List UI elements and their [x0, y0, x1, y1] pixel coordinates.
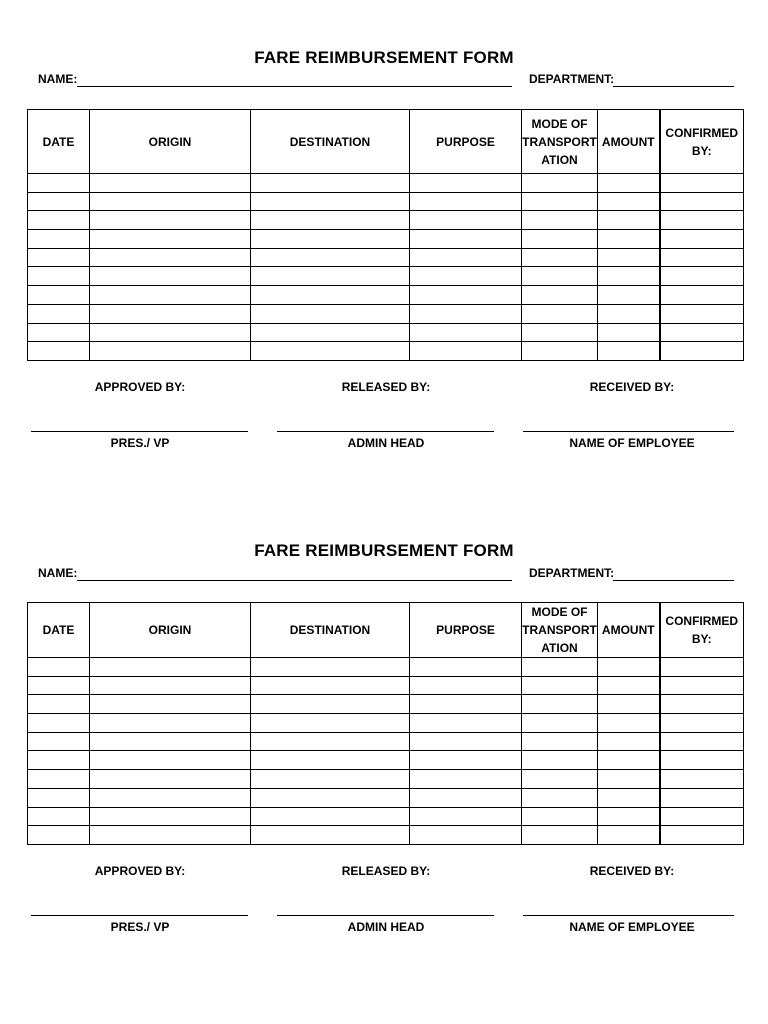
cell-mode-of-transport[interactable]: [522, 267, 598, 286]
cell-amount[interactable]: [598, 323, 660, 342]
cell-purpose[interactable]: [410, 192, 522, 211]
cell-destination[interactable]: [251, 267, 410, 286]
column-header-purpose: PURPOSE: [410, 603, 522, 658]
table-header-row: [28, 603, 744, 658]
cell-mode-of-transport[interactable]: [522, 788, 598, 807]
cell-amount[interactable]: [598, 174, 660, 193]
column-header-purpose: PURPOSE: [410, 110, 522, 174]
cell-confirmed-by[interactable]: [660, 658, 744, 677]
cell-date[interactable]: [28, 342, 90, 361]
cell-amount[interactable]: [598, 676, 660, 695]
table-row: [28, 807, 744, 826]
cell-origin[interactable]: [90, 342, 251, 361]
table-row: [28, 826, 744, 845]
column-header-origin: ORIGIN: [90, 603, 251, 658]
cell-confirmed-by[interactable]: [660, 342, 744, 361]
column-header-destination: DESTINATION: [251, 110, 410, 174]
cell-destination[interactable]: [251, 732, 410, 751]
approved-by-label: APPROVED BY:: [94, 864, 186, 878]
name-field[interactable]: [77, 86, 512, 87]
cell-destination[interactable]: [251, 192, 410, 211]
releaser-title: ADMIN HEAD: [347, 436, 425, 450]
cell-confirmed-by[interactable]: [660, 714, 744, 733]
cell-amount[interactable]: [598, 304, 660, 323]
cell-confirmed-by[interactable]: [660, 770, 744, 789]
table-row: [28, 788, 744, 807]
form-title: FARE REIMBURSEMENT FORM: [254, 541, 514, 560]
column-header-date: DATE: [28, 110, 90, 174]
cell-origin[interactable]: [90, 770, 251, 789]
cell-purpose[interactable]: [410, 751, 522, 770]
cell-origin[interactable]: [90, 714, 251, 733]
cell-date[interactable]: [28, 807, 90, 826]
cell-purpose[interactable]: [410, 695, 522, 714]
cell-amount[interactable]: [598, 342, 660, 361]
cell-confirmed-by[interactable]: [660, 751, 744, 770]
column-header-mode-of-transport: MODE OF TRANSPORT ATION: [522, 110, 598, 174]
cell-destination[interactable]: [251, 248, 410, 267]
cell-origin[interactable]: [90, 732, 251, 751]
cell-purpose[interactable]: [410, 732, 522, 751]
receiver-signature-line[interactable]: [523, 915, 734, 916]
cell-origin[interactable]: [90, 286, 251, 305]
cell-date[interactable]: [28, 286, 90, 305]
table-row: [28, 342, 744, 361]
cell-date[interactable]: [28, 211, 90, 230]
cell-mode-of-transport[interactable]: [522, 286, 598, 305]
cell-origin[interactable]: [90, 658, 251, 677]
column-header-amount: AMOUNT: [598, 603, 660, 658]
cell-purpose[interactable]: [410, 230, 522, 249]
cell-origin[interactable]: [90, 192, 251, 211]
cell-purpose[interactable]: [410, 211, 522, 230]
cell-date[interactable]: [28, 248, 90, 267]
receiver-signature-line[interactable]: [523, 431, 734, 432]
cell-destination[interactable]: [251, 770, 410, 789]
cell-purpose[interactable]: [410, 807, 522, 826]
cell-confirmed-by[interactable]: [660, 230, 744, 249]
cell-purpose[interactable]: [410, 267, 522, 286]
cell-amount[interactable]: [598, 807, 660, 826]
table-row: [28, 211, 744, 230]
cell-origin[interactable]: [90, 676, 251, 695]
cell-mode-of-transport[interactable]: [522, 211, 598, 230]
cell-mode-of-transport[interactable]: [522, 807, 598, 826]
table-row: [28, 192, 744, 211]
table-row: [28, 658, 744, 677]
table-row: [28, 751, 744, 770]
cell-destination[interactable]: [251, 788, 410, 807]
cell-amount[interactable]: [598, 658, 660, 677]
table-row: [28, 732, 744, 751]
approver-signature-line[interactable]: [31, 431, 248, 432]
released-by-label: RELEASED BY:: [341, 380, 431, 394]
table-body: [28, 658, 744, 845]
cell-origin[interactable]: [90, 826, 251, 845]
column-header-confirmed-by: CONFIRMED BY:: [660, 110, 744, 174]
cell-amount[interactable]: [598, 211, 660, 230]
cell-amount[interactable]: [598, 714, 660, 733]
cell-mode-of-transport[interactable]: [522, 248, 598, 267]
fare-table: [27, 602, 744, 845]
cell-confirmed-by[interactable]: [660, 267, 744, 286]
cell-mode-of-transport[interactable]: [522, 658, 598, 677]
cell-purpose[interactable]: [410, 658, 522, 677]
column-header-amount: AMOUNT: [598, 110, 660, 174]
cell-destination[interactable]: [251, 342, 410, 361]
cell-purpose[interactable]: [410, 323, 522, 342]
cell-purpose[interactable]: [410, 174, 522, 193]
cell-mode-of-transport[interactable]: [522, 174, 598, 193]
cell-confirmed-by[interactable]: [660, 676, 744, 695]
received-by-label: RECEIVED BY:: [589, 864, 675, 878]
cell-confirmed-by[interactable]: [660, 174, 744, 193]
name-label: NAME:: [38, 72, 78, 86]
cell-date[interactable]: [28, 770, 90, 789]
received-by-label: RECEIVED BY:: [589, 380, 675, 394]
cell-confirmed-by[interactable]: [660, 211, 744, 230]
cell-date[interactable]: [28, 676, 90, 695]
cell-origin[interactable]: [90, 267, 251, 286]
cell-confirmed-by[interactable]: [660, 286, 744, 305]
table-row: [28, 714, 744, 733]
cell-destination[interactable]: [251, 695, 410, 714]
cell-destination[interactable]: [251, 826, 410, 845]
cell-mode-of-transport[interactable]: [522, 732, 598, 751]
cell-confirmed-by[interactable]: [660, 788, 744, 807]
cell-destination[interactable]: [251, 304, 410, 323]
cell-confirmed-by[interactable]: [660, 695, 744, 714]
cell-purpose[interactable]: [410, 676, 522, 695]
cell-date[interactable]: [28, 714, 90, 733]
cell-destination[interactable]: [251, 174, 410, 193]
table-row: [28, 695, 744, 714]
cell-amount[interactable]: [598, 826, 660, 845]
cell-mode-of-transport[interactable]: [522, 230, 598, 249]
cell-date[interactable]: [28, 267, 90, 286]
cell-confirmed-by[interactable]: [660, 248, 744, 267]
approver-signature-line[interactable]: [31, 915, 248, 916]
cell-destination[interactable]: [251, 211, 410, 230]
name-field[interactable]: [77, 580, 512, 581]
cell-confirmed-by[interactable]: [660, 826, 744, 845]
cell-origin[interactable]: [90, 695, 251, 714]
department-field[interactable]: [613, 580, 734, 581]
fare-table: [27, 109, 744, 361]
cell-purpose[interactable]: [410, 826, 522, 845]
cell-purpose[interactable]: [410, 714, 522, 733]
table-row: [28, 230, 744, 249]
releaser-signature-line[interactable]: [277, 915, 494, 916]
column-header-date: DATE: [28, 603, 90, 658]
cell-confirmed-by[interactable]: [660, 807, 744, 826]
cell-purpose[interactable]: [410, 342, 522, 361]
cell-origin[interactable]: [90, 248, 251, 267]
cell-destination[interactable]: [251, 676, 410, 695]
cell-mode-of-transport[interactable]: [522, 342, 598, 361]
cell-mode-of-transport[interactable]: [522, 714, 598, 733]
cell-amount[interactable]: [598, 695, 660, 714]
releaser-title: ADMIN HEAD: [347, 920, 425, 934]
table-row: [28, 304, 744, 323]
cell-date[interactable]: [28, 732, 90, 751]
cell-origin[interactable]: [90, 323, 251, 342]
cell-amount[interactable]: [598, 286, 660, 305]
cell-mode-of-transport[interactable]: [522, 676, 598, 695]
cell-purpose[interactable]: [410, 248, 522, 267]
table-row: [28, 770, 744, 789]
cell-mode-of-transport[interactable]: [522, 770, 598, 789]
cell-mode-of-transport[interactable]: [522, 304, 598, 323]
column-header-destination: DESTINATION: [251, 603, 410, 658]
cell-date[interactable]: [28, 751, 90, 770]
cell-mode-of-transport[interactable]: [522, 751, 598, 770]
approved-by-label: APPROVED BY:: [94, 380, 186, 394]
cell-date[interactable]: [28, 323, 90, 342]
released-by-label: RELEASED BY:: [341, 864, 431, 878]
cell-amount[interactable]: [598, 192, 660, 211]
releaser-signature-line[interactable]: [277, 431, 494, 432]
cell-origin[interactable]: [90, 807, 251, 826]
cell-date[interactable]: [28, 230, 90, 249]
approver-title: PRES./ VP: [110, 436, 170, 450]
cell-date[interactable]: [28, 788, 90, 807]
cell-origin[interactable]: [90, 751, 251, 770]
cell-confirmed-by[interactable]: [660, 192, 744, 211]
cell-amount[interactable]: [598, 770, 660, 789]
table-body: [28, 174, 744, 361]
cell-mode-of-transport[interactable]: [522, 192, 598, 211]
cell-destination[interactable]: [251, 230, 410, 249]
column-header-confirmed-by: CONFIRMED BY:: [660, 603, 744, 658]
approver-title: PRES./ VP: [110, 920, 170, 934]
cell-amount[interactable]: [598, 732, 660, 751]
form-title: FARE REIMBURSEMENT FORM: [254, 48, 514, 67]
column-header-mode-of-transport: MODE OF TRANSPORT ATION: [522, 603, 598, 658]
cell-purpose[interactable]: [410, 770, 522, 789]
cell-date[interactable]: [28, 174, 90, 193]
department-field[interactable]: [613, 86, 734, 87]
cell-mode-of-transport[interactable]: [522, 695, 598, 714]
receiver-title: NAME OF EMPLOYEE: [569, 436, 695, 450]
cell-destination[interactable]: [251, 751, 410, 770]
cell-mode-of-transport[interactable]: [522, 323, 598, 342]
cell-origin[interactable]: [90, 230, 251, 249]
table-row: [28, 174, 744, 193]
cell-origin[interactable]: [90, 211, 251, 230]
cell-origin[interactable]: [90, 788, 251, 807]
cell-destination[interactable]: [251, 807, 410, 826]
cell-amount[interactable]: [598, 230, 660, 249]
cell-confirmed-by[interactable]: [660, 304, 744, 323]
cell-purpose[interactable]: [410, 286, 522, 305]
cell-amount[interactable]: [598, 788, 660, 807]
cell-date[interactable]: [28, 826, 90, 845]
cell-destination[interactable]: [251, 323, 410, 342]
cell-destination[interactable]: [251, 714, 410, 733]
name-label: NAME:: [38, 566, 78, 580]
table-row: [28, 267, 744, 286]
department-label: DEPARTMENT:: [529, 72, 615, 86]
table-row: [28, 676, 744, 695]
cell-origin[interactable]: [90, 174, 251, 193]
cell-amount[interactable]: [598, 248, 660, 267]
cell-mode-of-transport[interactable]: [522, 826, 598, 845]
cell-confirmed-by[interactable]: [660, 732, 744, 751]
cell-amount[interactable]: [598, 267, 660, 286]
table-row: [28, 286, 744, 305]
cell-origin[interactable]: [90, 304, 251, 323]
column-header-origin: ORIGIN: [90, 110, 251, 174]
table-row: [28, 248, 744, 267]
table-row: [28, 323, 744, 342]
cell-purpose[interactable]: [410, 788, 522, 807]
cell-amount[interactable]: [598, 751, 660, 770]
department-label: DEPARTMENT:: [529, 566, 615, 580]
cell-date[interactable]: [28, 304, 90, 323]
cell-date[interactable]: [28, 658, 90, 677]
cell-purpose[interactable]: [410, 304, 522, 323]
table-header-row: [28, 110, 744, 174]
cell-date[interactable]: [28, 192, 90, 211]
receiver-title: NAME OF EMPLOYEE: [569, 920, 695, 934]
cell-date[interactable]: [28, 695, 90, 714]
cell-confirmed-by[interactable]: [660, 323, 744, 342]
cell-destination[interactable]: [251, 286, 410, 305]
cell-destination[interactable]: [251, 658, 410, 677]
